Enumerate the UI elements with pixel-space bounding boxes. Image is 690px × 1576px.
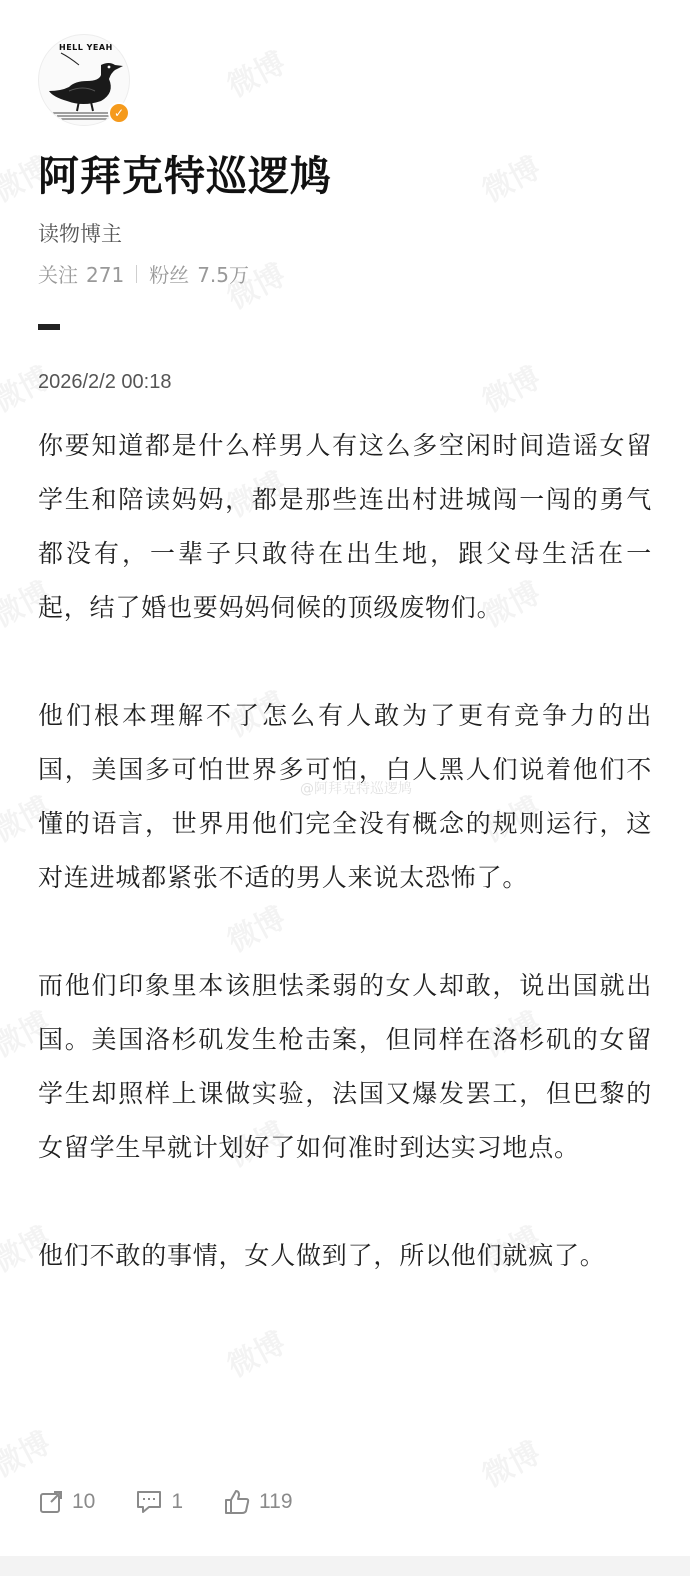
following-count: 271 — [86, 263, 125, 287]
bottom-bar — [0, 1556, 690, 1576]
watermark-19 — [218, 1318, 292, 1385]
post-paragraph: 你要知道都是什么样男人有这么多空闲时间造谣女留学生和陪读妈妈，都是那些连出村进城闯一闯的勇气都没有，一辈子只敢待在出生地，跟父母生活在一起，结了婚也要妈妈伺候的顶级废物们。 — [38, 431, 652, 622]
avatar-caption: HELL YEAH — [59, 43, 113, 52]
post-content — [38, 419, 652, 1283]
post-timestamp: 2026/2/2 00:18 — [38, 371, 172, 393]
followers-count: 7.5万 — [197, 263, 249, 287]
watermark-overlay: @阿拜克特巡逻鸠 — [300, 781, 412, 797]
like-button[interactable] — [223, 1488, 292, 1516]
repost-count: 10 — [72, 1490, 96, 1513]
repost-icon — [38, 1489, 64, 1515]
following-label: 关注 — [38, 263, 78, 287]
followers-label: 粉丝 — [149, 263, 190, 287]
watermark-21 — [0, 1418, 57, 1485]
post-paragraph: 他们不敢的事情，女人做到了，所以他们就疯了。 — [38, 1241, 606, 1270]
verified-check-icon: ✓ — [108, 102, 130, 124]
followers-stat[interactable] — [149, 259, 249, 288]
post-paragraph: 而他们印象里本该胆怯柔弱的女人却敢，说出国就出国。美国洛杉矶发生枪击案，但同样在洛杉矶的女留学生却照样上课做实验，法国又爆发罢工，但巴黎的女留学生早就计划好了如何准时到达实习地点。 — [38, 971, 652, 1162]
section-divider — [38, 324, 60, 330]
repost-button[interactable] — [38, 1489, 95, 1515]
like-count: 119 — [259, 1490, 293, 1513]
watermark-5 — [473, 353, 547, 420]
watermark-2 — [473, 143, 547, 210]
stats-divider — [136, 265, 137, 283]
user-role: 读物博主 — [38, 222, 122, 246]
watermark-20 — [473, 1428, 547, 1495]
post-actions — [38, 1488, 333, 1516]
comment-icon — [135, 1489, 163, 1515]
comment-count: 1 — [171, 1490, 184, 1513]
following-stat[interactable] — [38, 259, 124, 288]
comment-button[interactable] — [135, 1489, 183, 1515]
thumbs-up-icon — [223, 1488, 251, 1516]
post-paragraph: 他们根本理解不了怎么有人敢为了更有竞争力的出国，美国多可怕世界多可怕，白人黑人们说着他们不懂的语言，世界用他们完全没有概念的规则运行，这对连进城都紧张不适的男人来说太恐怖了。 — [38, 701, 652, 892]
profile-stats — [38, 259, 249, 288]
watermark-1 — [218, 38, 292, 105]
avatar-container[interactable] — [38, 34, 130, 126]
username[interactable]: 阿拜克特巡逻鸠 — [38, 152, 332, 200]
